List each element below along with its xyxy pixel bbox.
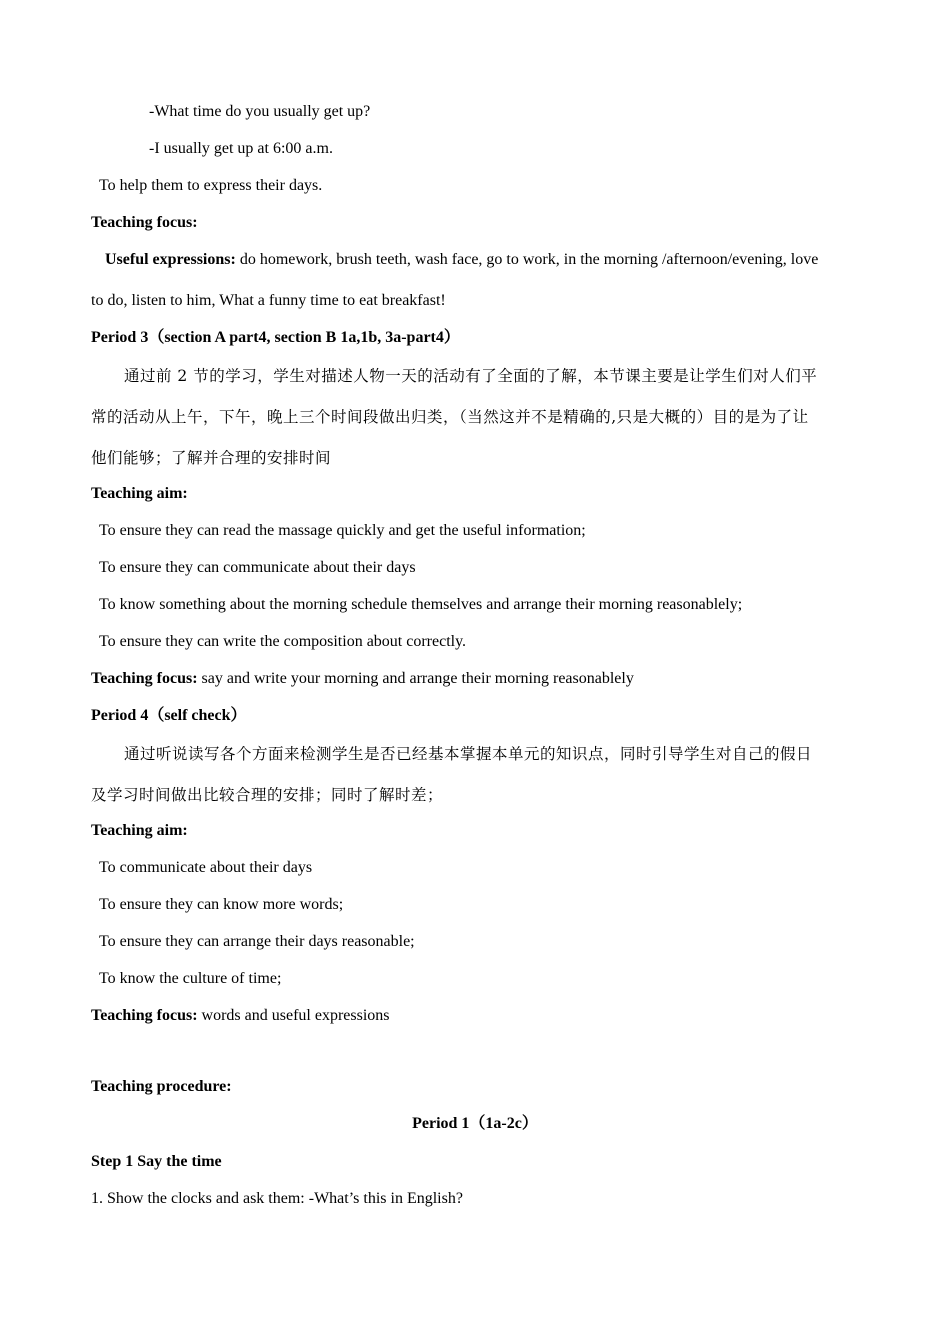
procedure-period-title: Period 1（1a-2c） [412, 1115, 538, 1132]
step1-item1: 1. Show the clocks and ask them: -What’s this in English? [91, 1190, 463, 1207]
purpose-line: To help them to express their days. [99, 177, 323, 194]
period4-intro-line2: 及学习时间做出比较合理的安排；同时了解时差； [91, 786, 444, 804]
period3-aim-item: To ensure they can communicate about their days [99, 559, 416, 576]
period4-aim-item: To know the culture of time; [99, 970, 282, 987]
period4-focus-text: words and useful expressions [197, 1007, 390, 1024]
useful-expressions-text: do homework, brush teeth, wash face, go to work, in the morning /afternoon/evening, love [235, 251, 819, 268]
teaching-focus-heading: Teaching focus: [91, 214, 198, 231]
period4-intro-line1: 通过听说读写各个方面来检测学生是否已经基本掌握本单元的知识点，同时引导学生对自己的假日 [124, 745, 813, 763]
useful-expressions-label: Useful expressions: [105, 251, 236, 268]
period3-aim-item: To ensure they can read the massage quickly and get the useful information; [99, 522, 586, 539]
period4-heading: Period 4（self check） [91, 707, 247, 724]
period3-focus-label: Teaching focus: [91, 670, 198, 687]
period3-intro-line2: 常的活动从上午，下午，晚上三个时间段做出归类，（当然这并不是精确的,只是大概的）目的是为了让 [91, 408, 809, 426]
period4-aim-item: To communicate about their days [99, 859, 313, 876]
period3-intro-line3: 他们能够；了解并合理的安排时间 [91, 449, 332, 467]
dialog-answer: -I usually get up at 6:00 a.m. [149, 140, 333, 157]
period4-focus-line [91, 1006, 390, 1027]
period3-aim-item: To ensure they can write the composition about correctly. [99, 633, 467, 650]
useful-expressions-continuation: to do, listen to him, What a funny time to eat breakfast! [91, 292, 446, 309]
period4-focus-label: Teaching focus: [91, 1007, 198, 1024]
period3-aim-heading: Teaching aim: [91, 485, 188, 502]
period4-aim-item: To ensure they can arrange their days reasonable; [99, 933, 415, 950]
period3-heading: Period 3（section A part4, section B 1a,1b, 3a-part4） [91, 329, 460, 346]
teaching-procedure-heading: Teaching procedure: [91, 1078, 232, 1095]
dialog-question: -What time do you usually get up? [149, 103, 371, 120]
period3-focus-text: say and write your morning and arrange their morning reasonablely [197, 670, 634, 687]
step1-heading: Step 1 Say the time [91, 1153, 222, 1170]
period3-intro-line1: 通过前 2 节的学习，学生对描述人物一天的活动有了全面的了解，本节课主要是让学生们对人们平 [124, 367, 818, 385]
period4-aim-item: To ensure they can know more words; [99, 896, 344, 913]
period3-focus-line [91, 669, 634, 690]
useful-expressions-line [105, 250, 818, 271]
period3-aim-item: To know something about the morning schedule themselves and arrange their morning reasonablely; [99, 596, 743, 613]
period4-aim-heading: Teaching aim: [91, 822, 188, 839]
